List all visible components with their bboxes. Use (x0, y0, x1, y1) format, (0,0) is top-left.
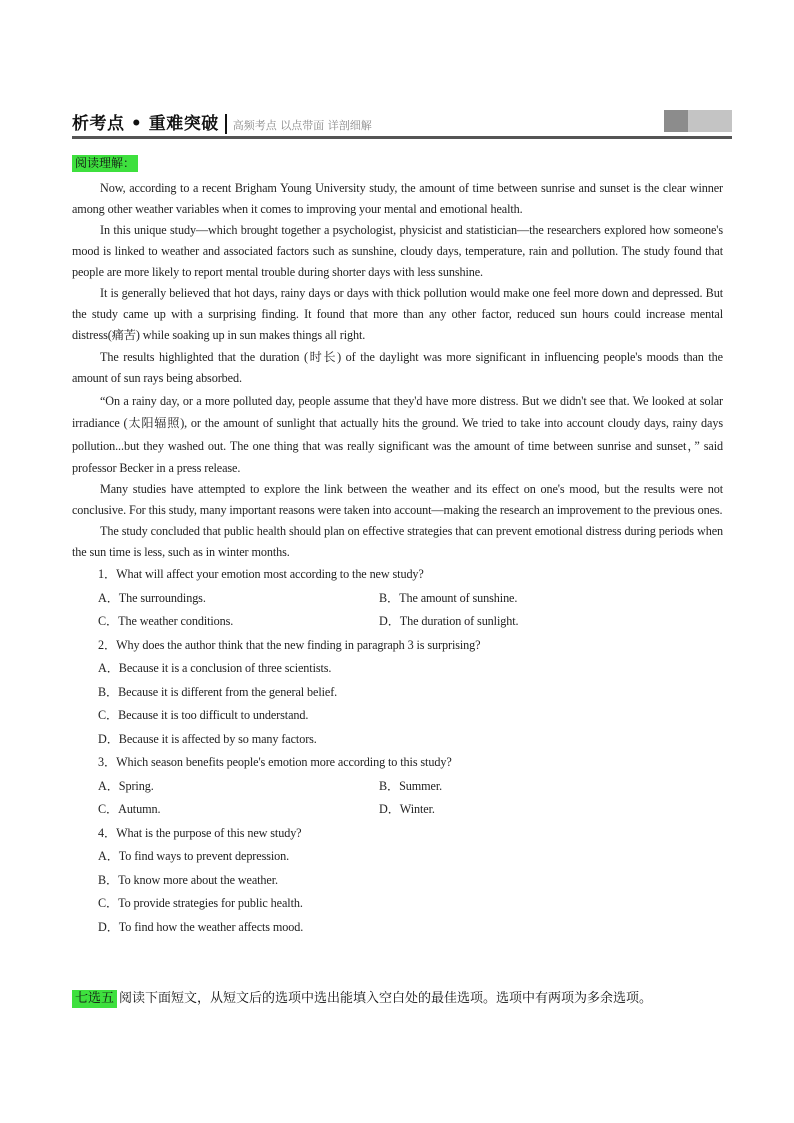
paragraph-3: It is generally believed that hot days, rainy days or days with thick pollution would make one feel more down and depressed. But the study came up with a surprising finding. It found that more than any other factor, reduced sun hours could increase mental distress(痛苦) while soaking up in sun makes things all right. (72, 286, 723, 342)
options-row (72, 798, 723, 822)
question-2: 2．Why does the author think that the new finding in paragraph 3 is surprising? (98, 637, 481, 652)
option-2a: A．Because it is a conclusion of three scientists. (98, 661, 332, 676)
option-1d: D．The duration of sunlight. (379, 614, 519, 629)
option-3c: C．Autumn. (98, 802, 161, 817)
option-3a: A．Spring. (98, 778, 154, 793)
paragraph-2: In this unique study—which brought together a psychologist, physicist and statistician—the researchers explored how someone's mood is linked to weather and associated factors such as sunshine, cloudy days, temperature, rain and pollution. The study found that people are more likely to report mental trouble during shorter days with less sunshine. (72, 223, 723, 279)
header-decoration-dark (664, 110, 688, 132)
option-3d: D．Winter. (379, 802, 435, 817)
header-rule (72, 136, 732, 139)
paragraph-6: Many studies have attempted to explore the link between the weather and its effect on one's mood, but the results were not conclusive. For this study, many important reasons were taken into account—making the research an improvement to the previous ones. (72, 482, 723, 518)
option-2d: D．Because it is affected by so many factors. (98, 731, 317, 746)
header-divider (225, 114, 227, 134)
section-tag-seven-choose-five: 七选五 (72, 990, 117, 1008)
section-instruction: 阅读下面短文，从短文后的选项中选出能填入空白处的最佳选项。选项中有两项为多余选项。 (119, 991, 653, 1006)
paragraph-1: Now, according to a recent Brigham Young University study, the amount of time between sunrise and sunset is the clear winner among other weather variables when it comes to improving your mental and emotional health. (72, 181, 723, 216)
options-row (72, 610, 723, 634)
options-row (72, 587, 723, 611)
option-1c: C．The weather conditions. (98, 614, 234, 629)
paragraph-4: The results highlighted that the duration (时长) of the daylight was more significant in influencing people's moods than the amount of sun rays being absorbed. (72, 350, 723, 385)
page-header (72, 108, 732, 136)
option-4b: B．To know more about the weather. (98, 872, 278, 887)
option-1b: B．The amount of sunshine. (379, 590, 518, 605)
option-2c: C．Because it is too difficult to understand. (98, 708, 309, 723)
paragraph-7: The study concluded that public health should plan on effective strategies that can prevent emotional distress during periods when the sun time is less, such as in winter months. (72, 524, 723, 560)
option-4d: D．To find how the weather affects mood. (98, 919, 304, 934)
option-1a: A．The surroundings. (98, 590, 206, 605)
option-3b: B．Summer. (379, 778, 443, 793)
question-1: 1．What will affect your emotion most according to the new study? (98, 567, 424, 582)
option-4c: C．To provide strategies for public health. (98, 896, 303, 911)
section-tag-reading: 阅读理解： (72, 155, 138, 172)
header-decoration-light (688, 110, 732, 132)
reading-passage (72, 178, 723, 939)
header-subtitle: 高频考点 以点带面 详剖细解 (232, 119, 372, 132)
option-2b: B．Because it is different from the general belief. (98, 684, 338, 699)
paragraph-5: “On a rainy day, or a more polluted day, people assume that they'd have more distress. But we didn't see that. We looked at solar irradiance (太阳辐照), or the amount of sunlight that actually hits the ground. We tried to take into account cloudy days, rainy days pollution...but they washed out. The one thing that was really significant was the amount of time between sunrise and sunset，” said professor Becker in a press release. (72, 394, 723, 475)
option-4a: A．To find ways to prevent depression. (98, 849, 290, 864)
question-3: 3．Which season benefits people's emotion more according to this study? (98, 755, 452, 770)
question-4: 4．What is the purpose of this new study? (98, 825, 302, 840)
header-title: 析考点 • 重难突破 (72, 114, 219, 134)
options-row (72, 775, 723, 799)
